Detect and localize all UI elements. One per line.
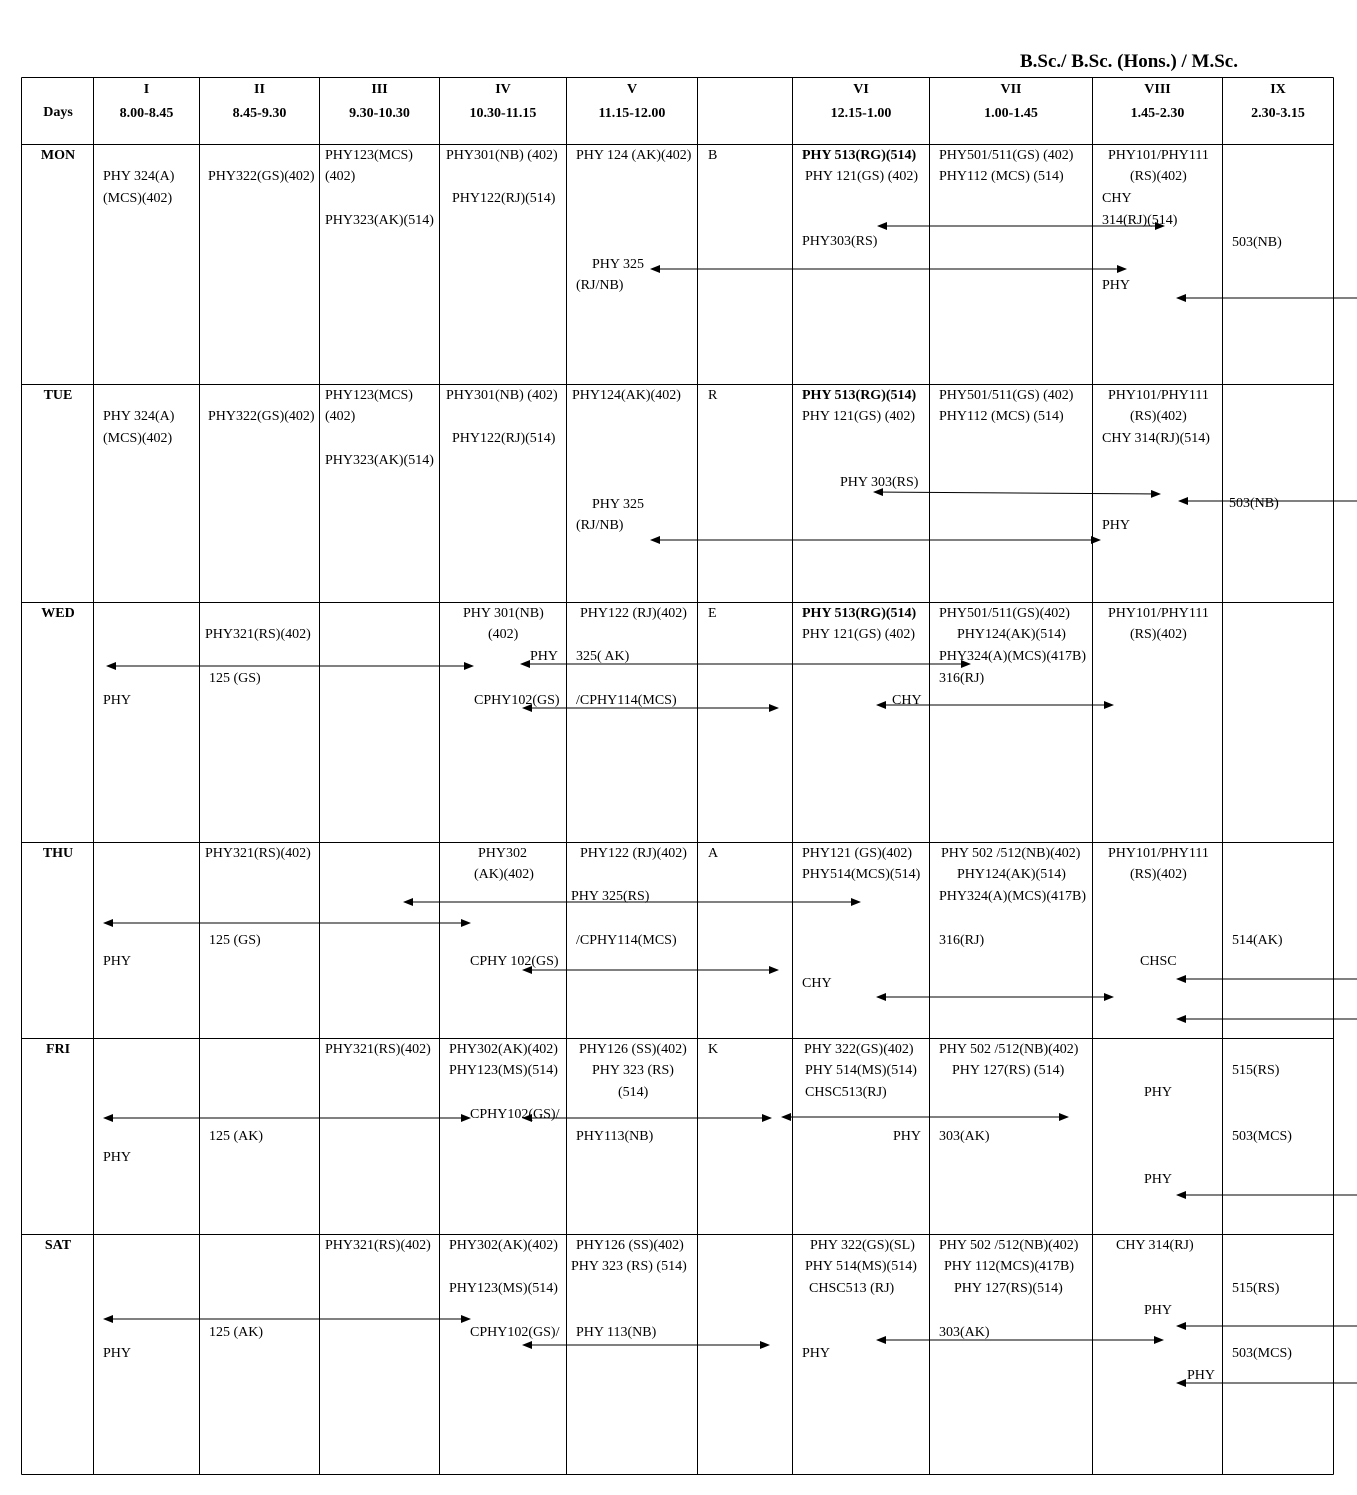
class-entry: PHY112 (MCS) (514)	[939, 409, 1064, 424]
header-period-4	[440, 82, 566, 130]
class-entry: PHY	[802, 1346, 831, 1361]
class-entry: CHY	[802, 976, 832, 991]
class-entry: PHY	[530, 649, 559, 664]
period-time: 11.15-12.00	[598, 106, 666, 121]
class-entry: (402)	[325, 169, 356, 184]
class-entry: PHY	[103, 1346, 132, 1361]
class-entry: PHY101/PHY111	[1108, 388, 1209, 403]
class-entry: 515(RS)	[1232, 1281, 1280, 1296]
header-period-7	[930, 82, 1092, 130]
class-entry: PHY501/511(GS) (402)	[939, 388, 1074, 403]
class-entry: (RJ/NB)	[576, 518, 624, 533]
class-entry: (402)	[325, 409, 356, 424]
class-entry: PHY323(AK)(514)	[325, 453, 434, 468]
period-time: 10.30-11.15	[469, 106, 537, 121]
class-entry: 314(RJ)(514)	[1102, 213, 1178, 228]
class-entry: CPHY 102(GS)	[470, 954, 559, 969]
class-entry: PHY302(AK)(402)	[449, 1238, 558, 1253]
class-entry: 125 (AK)	[209, 1325, 264, 1340]
class-entry: PHY124(AK)(514)	[957, 627, 1066, 642]
class-entry: PHY	[1187, 1368, 1216, 1383]
class-entry: PHY 322(GS)(402)	[804, 1042, 914, 1057]
class-entry: PHY301(NB) (402)	[446, 148, 558, 163]
class-entry: PHY501/511(GS)(402)	[939, 606, 1070, 621]
day-label-thu: THU	[42, 846, 74, 861]
class-entry: PHY 325	[592, 497, 644, 512]
class-entry: 316(RJ)	[939, 671, 985, 686]
class-entry: PHY302(AK)(402)	[449, 1042, 558, 1057]
class-entry: PHY 301(NB)	[463, 606, 544, 621]
class-entry: PHY123(MCS)	[325, 148, 413, 163]
header-period-5	[567, 82, 697, 130]
class-entry: PHY321(RS)(402)	[325, 1238, 431, 1253]
class-entry: PHY303(RS)	[802, 234, 878, 249]
class-entry: (RS)(402)	[1130, 867, 1187, 882]
class-entry: CPHY102(GS)	[474, 693, 560, 708]
class-entry: PHY322(GS)(402)	[208, 169, 315, 184]
class-entry: PHY 113(NB)	[576, 1325, 657, 1340]
class-entry: (MCS)(402)	[103, 191, 173, 206]
day-label-mon: MON	[40, 148, 76, 163]
period-time: 9.30-10.30	[349, 106, 410, 121]
class-entry: 503(NB)	[1232, 235, 1282, 250]
class-entry: 515(RS)	[1232, 1063, 1280, 1078]
class-entry: (RJ/NB)	[576, 278, 624, 293]
class-entry: PHY 502 /512(NB)(402)	[939, 1042, 1079, 1057]
day-label-wed: WED	[41, 606, 75, 621]
class-entry: CHY 314(RJ)(514)	[1102, 431, 1210, 446]
class-entry: PHY 514(MS)(514)	[805, 1063, 917, 1078]
page-title: B.Sc./ B.Sc. (Hons.) / M.Sc.	[1020, 51, 1238, 72]
class-entry: PHY322(GS)(402)	[208, 409, 315, 424]
class-entry: (RS)(402)	[1130, 409, 1187, 424]
class-entry: PHY	[893, 1129, 922, 1144]
class-entry: PHY122(RJ)(514)	[452, 431, 556, 446]
class-entry: 503(MCS)	[1232, 1129, 1292, 1144]
class-entry: PHY	[103, 954, 132, 969]
class-entry: PHY 513(RG)(514)	[802, 148, 917, 163]
header-days-label: Days	[43, 105, 73, 120]
class-entry: PHY 502 /512(NB)(402)	[941, 846, 1081, 861]
class-entry: PHY 127(RS) (514)	[952, 1063, 1065, 1078]
header-period-1	[94, 82, 199, 130]
class-entry: PHY	[1102, 278, 1131, 293]
class-entry: PHY324(A)(MCS)(417B)	[939, 889, 1086, 904]
period-number: VII	[1000, 82, 1022, 97]
class-entry: CPHY102(GS)/	[470, 1325, 560, 1340]
period-time: 8.45-9.30	[232, 106, 287, 121]
class-entry: CHY	[892, 693, 922, 708]
class-entry: 125 (AK)	[209, 1129, 264, 1144]
class-entry: PHY 124 (AK)(402)	[576, 148, 692, 163]
period-number: II	[254, 82, 265, 97]
header-period-6	[793, 82, 929, 130]
class-entry: 303(AK)	[939, 1129, 990, 1144]
class-entry: PHY 514(MS)(514)	[805, 1259, 917, 1274]
class-entry: (RS)(402)	[1130, 169, 1187, 184]
day-label-tue: TUE	[43, 388, 73, 403]
class-entry: PHY 322(GS)(SL)	[810, 1238, 915, 1253]
class-entry: PHY324(A)(MCS)(417B)	[939, 649, 1086, 664]
break-letter: A	[708, 846, 719, 861]
header-period-3	[320, 82, 439, 130]
class-entry: PHY123(MS)(514)	[449, 1281, 558, 1296]
class-entry: PHY123(MCS)	[325, 388, 413, 403]
class-entry: PHY112 (MCS) (514)	[939, 169, 1064, 184]
class-entry: 125 (GS)	[209, 933, 261, 948]
class-entry: PHY 513(RG)(514)	[802, 388, 917, 403]
header-period-8	[1093, 82, 1222, 130]
class-entry: PHY321(RS)(402)	[205, 846, 311, 861]
class-entry: PHY323(AK)(514)	[325, 213, 434, 228]
class-entry: PHY 502 /512(NB)(402)	[939, 1238, 1079, 1253]
class-entry: PHY 323 (RS)	[592, 1063, 674, 1078]
period-number: IX	[1270, 82, 1286, 97]
class-entry: 303(AK)	[939, 1325, 990, 1340]
class-entry: PHY 324(A)	[103, 409, 175, 424]
class-entry: (AK)(402)	[474, 867, 534, 882]
class-entry: PHY 323 (RS) (514)	[571, 1259, 687, 1274]
period-number: VI	[853, 82, 869, 97]
class-entry: PHY 121(GS) (402)	[805, 169, 919, 184]
period-time: 12.15-1.00	[830, 106, 892, 121]
period-time: 1.00-1.45	[984, 106, 1038, 121]
period-number: V	[626, 82, 638, 97]
class-entry: PHY122 (RJ)(402)	[580, 606, 687, 621]
class-entry: PHY 303(RS)	[840, 475, 919, 490]
class-entry: PHY 112(MCS)(417B)	[944, 1259, 1075, 1274]
class-entry: 503(NB)	[1229, 496, 1279, 511]
class-entry: PHY	[1144, 1303, 1173, 1318]
class-entry: PHY 121(GS) (402)	[802, 627, 916, 642]
class-entry: /CPHY114(MCS)	[576, 933, 677, 948]
class-entry: PHY126 (SS)(402)	[576, 1238, 684, 1253]
class-entry: PHY 127(RS)(514)	[954, 1281, 1063, 1296]
period-number: I	[143, 82, 150, 97]
break-letter: B	[708, 148, 718, 163]
class-entry: CHSC	[1140, 954, 1177, 969]
class-entry: PHY123(MS)(514)	[449, 1063, 558, 1078]
period-number: III	[371, 82, 388, 97]
class-entry: 125 (GS)	[209, 671, 261, 686]
class-entry: 514(AK)	[1232, 933, 1283, 948]
class-entry: (402)	[488, 627, 519, 642]
class-entry: PHY	[1144, 1172, 1173, 1187]
class-entry: PHY126 (SS)(402)	[579, 1042, 687, 1057]
class-entry: 503(MCS)	[1232, 1346, 1292, 1361]
header-period-9	[1223, 82, 1333, 130]
period-time: 2.30-3.15	[1251, 106, 1305, 121]
class-entry: CHY	[1102, 191, 1132, 206]
class-entry: PHY	[1144, 1085, 1173, 1100]
class-entry: /CPHY114(MCS)	[576, 693, 677, 708]
class-entry: CHSC513 (RJ)	[809, 1281, 895, 1296]
class-entry: PHY 324(A)	[103, 169, 175, 184]
day-label-sat: SAT	[44, 1238, 72, 1253]
class-entry: 316(RJ)	[939, 933, 985, 948]
class-entry: PHY124(AK)(514)	[957, 867, 1066, 882]
class-entry: PHY501/511(GS) (402)	[939, 148, 1074, 163]
class-entry: PHY113(NB)	[576, 1129, 654, 1144]
class-entry: PHY101/PHY111	[1108, 606, 1209, 621]
class-entry: (RS)(402)	[1130, 627, 1187, 642]
class-entry: PHY 325(RS)	[571, 889, 650, 904]
class-entry: PHY101/PHY111	[1108, 846, 1209, 861]
period-time: 1.45-2.30	[1130, 106, 1185, 121]
period-time: 8.00-8.45	[119, 106, 174, 121]
class-entry: PHY122 (RJ)(402)	[580, 846, 687, 861]
class-entry: PHY	[103, 693, 132, 708]
period-number: VIII	[1144, 82, 1171, 97]
class-entry: PHY	[103, 1150, 132, 1165]
class-entry: PHY 513(RG)(514)	[802, 606, 917, 621]
class-entry: PHY121 (GS)(402)	[802, 846, 913, 861]
class-entry: PHY321(RS)(402)	[205, 627, 311, 642]
class-entry: (514)	[618, 1085, 649, 1100]
class-entry: PHY321(RS)(402)	[325, 1042, 431, 1057]
break-letter: K	[708, 1042, 719, 1057]
class-entry: PHY	[1102, 518, 1131, 533]
class-entry: CPHY102(GS)/	[470, 1107, 560, 1122]
class-entry: 325( AK)	[576, 649, 630, 664]
class-entry: PHY124(AK)(402)	[572, 388, 681, 403]
class-entry: PHY122(RJ)(514)	[452, 191, 556, 206]
class-entry: CHY 314(RJ)	[1116, 1238, 1194, 1253]
class-entry: PHY 325	[592, 257, 644, 272]
class-entry: PHY301(NB) (402)	[446, 388, 558, 403]
break-letter: R	[708, 388, 718, 403]
class-entry: PHY101/PHY111	[1108, 148, 1209, 163]
period-number: IV	[495, 82, 511, 97]
class-entry: CHSC513(RJ)	[805, 1085, 887, 1100]
header-period-2	[200, 82, 319, 130]
class-entry: PHY514(MCS)(514)	[802, 867, 921, 882]
class-entry: (MCS)(402)	[103, 431, 173, 446]
class-entry: PHY302	[478, 846, 528, 861]
class-entry: PHY 121(GS) (402)	[802, 409, 916, 424]
break-letter: E	[708, 606, 717, 621]
day-label-fri: FRI	[45, 1042, 71, 1057]
